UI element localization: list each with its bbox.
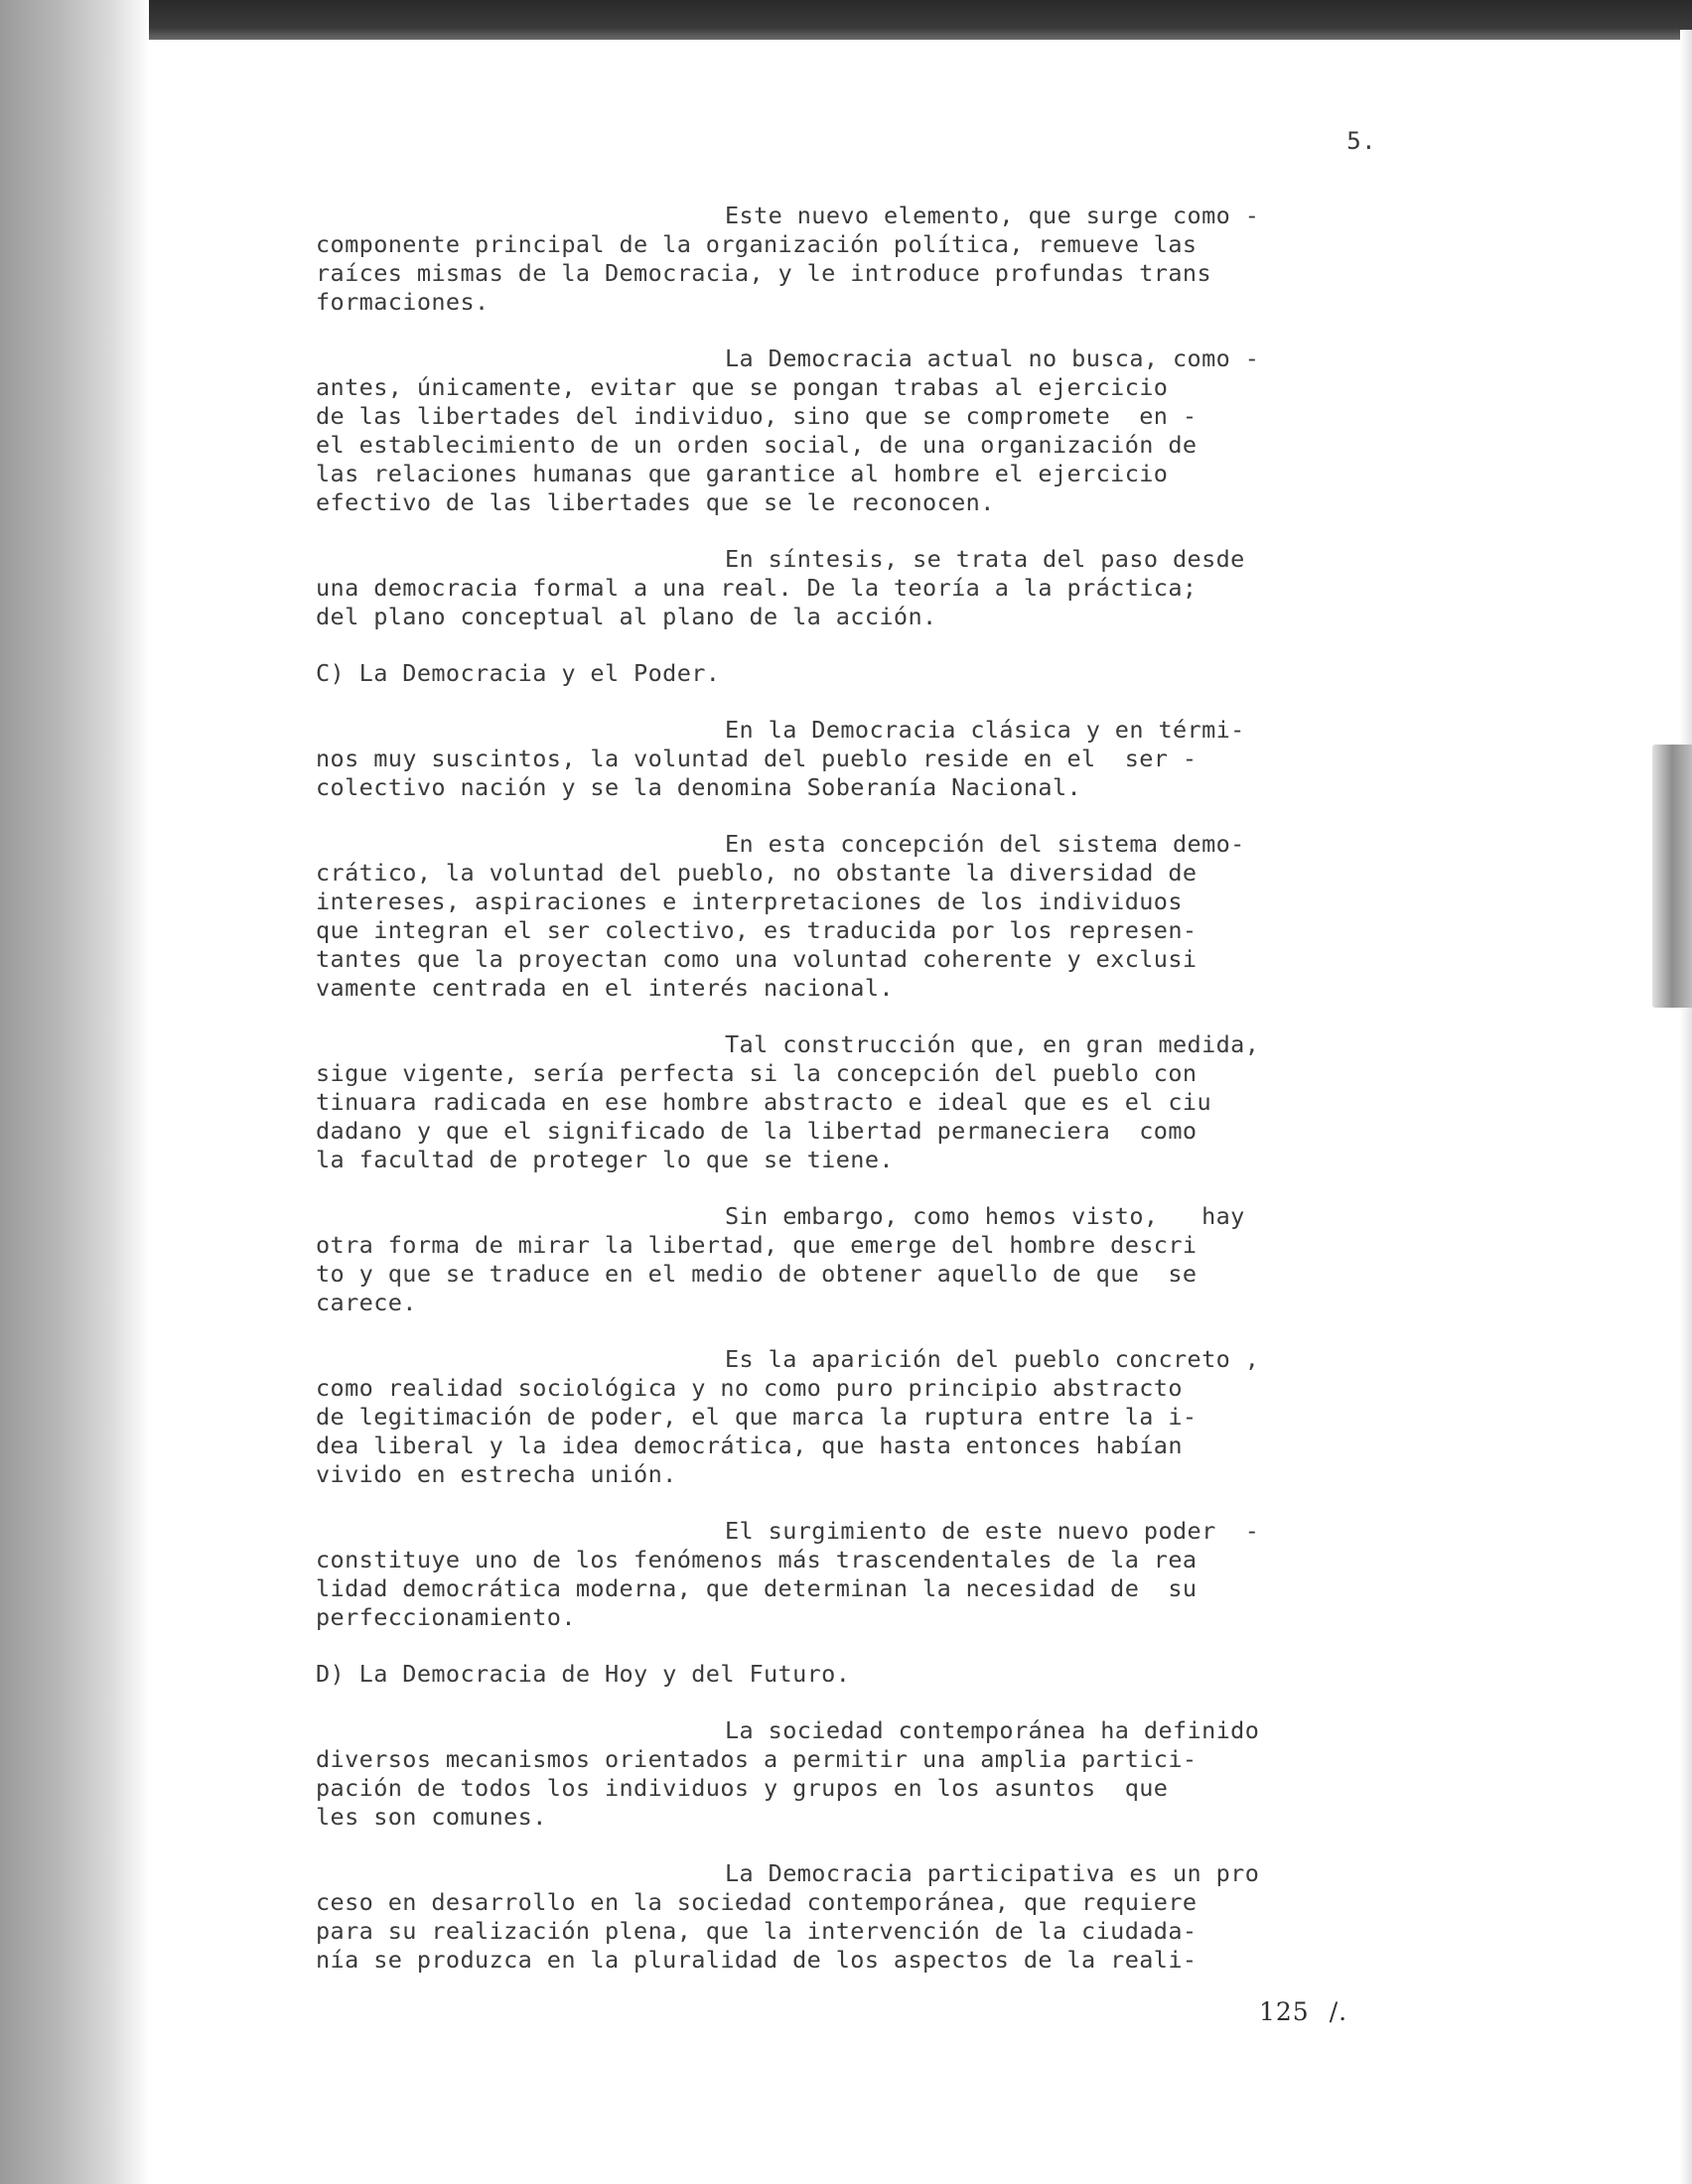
text-line: sigue vigente, sería perfecta si la concepción del pueblo con [316, 1059, 1198, 1087]
paragraph [316, 344, 1388, 517]
text-line: una democracia formal a una real. De la teoría a la práctica; [316, 574, 1198, 602]
scan-right-edge [1680, 30, 1692, 2184]
text-line: to y que se traduce en el medio de obtener aquello de que se [316, 1260, 1198, 1288]
page-footer [1259, 1997, 1347, 2026]
text-line: crático, la voluntad del pueblo, no obstante la diversidad de [316, 859, 1198, 887]
text-line: el establecimiento de un orden social, de una organización de [316, 431, 1198, 459]
text-line: Este nuevo elemento, que surge como - [725, 202, 1260, 229]
document-page [316, 127, 1388, 2002]
text-line: dea liberal y la idea democrática, que hasta entonces habían [316, 1432, 1183, 1459]
text-line: Es la aparición del pueblo concreto , [725, 1345, 1260, 1373]
text-line: Sin embargo, como hemos visto, hay [725, 1202, 1245, 1230]
paragraph [316, 202, 1388, 317]
paragraph [316, 830, 1388, 1003]
text-line: carece. [316, 1289, 417, 1316]
paragraph [316, 1517, 1388, 1632]
text-line: para su realización plena, que la intervención de la ciudada- [316, 1917, 1198, 1945]
text-line: La Democracia actual no busca, como - [725, 344, 1260, 372]
text-line: formaciones. [316, 288, 490, 316]
text-line: nos muy suscintos, la voluntad del pueblo reside en el ser - [316, 745, 1198, 772]
text-line: En síntesis, se trata del paso desde [725, 545, 1245, 573]
text-line: raíces mismas de la Democracia, y le introduce profundas trans [316, 259, 1211, 287]
text-line: otra forma de mirar la libertad, que emerge del hombre descri [316, 1231, 1198, 1259]
footer-page-number: 125 [1259, 1997, 1310, 2026]
paragraph [316, 545, 1388, 631]
text-line: ceso en desarrollo en la sociedad contemporánea, que requiere [316, 1888, 1198, 1916]
text-line: En la Democracia clásica y en térmi- [725, 716, 1245, 744]
text-line: dadano y que el significado de la libertad permaneciera como [316, 1117, 1198, 1145]
paragraph [316, 1345, 1388, 1489]
text-line: En esta concepción del sistema demo- [725, 830, 1245, 858]
scan-binding-shadow [0, 0, 149, 2184]
text-line: antes, únicamente, evitar que se pongan trabas al ejercicio [316, 373, 1169, 401]
text-line: efectivo de las libertades que se le reconocen. [316, 488, 995, 516]
text-line: tinuara radicada en ese hombre abstracto e ideal que es el ciu [316, 1088, 1211, 1116]
text-line: las relaciones humanas que garantice al hombre el ejercicio [316, 460, 1169, 487]
text-line: tantes que la proyectan como una voluntad coherente y exclusi [316, 945, 1198, 973]
page-number: 5. [1346, 127, 1376, 155]
text-line: les son comunes. [316, 1803, 547, 1831]
text-line: El surgimiento de este nuevo poder - [725, 1517, 1260, 1545]
text-line: vivido en estrecha unión. [316, 1460, 677, 1488]
text-line: La Democracia participativa es un pro [725, 1859, 1260, 1887]
text-line: de legitimación de poder, el que marca la ruptura entre la i- [316, 1403, 1198, 1431]
continuation-mark: /. [1329, 1997, 1348, 2026]
text-line: colectivo nación y se la denomina Soberanía Nacional. [316, 773, 1082, 801]
text-line: pación de todos los individuos y grupos en los asuntos que [316, 1774, 1169, 1802]
text-line: diversos mecanismos orientados a permitir una amplia partici- [316, 1745, 1198, 1773]
paragraph [316, 716, 1388, 802]
section-heading: D) La Democracia de Hoy y del Futuro. [316, 1660, 851, 1688]
text-line: como realidad sociológica y no como puro principio abstracto [316, 1374, 1183, 1402]
paragraph [316, 1202, 1388, 1317]
text-line: perfeccionamiento. [316, 1603, 576, 1631]
paragraph [316, 1716, 1388, 1832]
scan-page-tab [1652, 745, 1692, 1008]
text-line: del plano conceptual al plano de la acción. [316, 603, 937, 630]
text-line: componente principal de la organización política, remueve las [316, 230, 1198, 258]
text-line: nía se produzca en la pluralidad de los aspectos de la reali- [316, 1946, 1198, 1974]
scan-top-border [0, 0, 1692, 40]
text-line: vamente centrada en el interés nacional. [316, 974, 894, 1002]
section-heading: C) La Democracia y el Poder. [316, 659, 721, 687]
text-line: intereses, aspiraciones e interpretaciones de los individuos [316, 887, 1183, 915]
text-line: la facultad de proteger lo que se tiene. [316, 1146, 894, 1173]
text-line: Tal construcción que, en gran medida, [725, 1030, 1260, 1058]
text-line: de las libertades del individuo, sino que se compromete en - [316, 402, 1198, 430]
text-line: que integran el ser colectivo, es traducida por los represen- [316, 916, 1198, 944]
paragraph [316, 1030, 1388, 1174]
text-line: La sociedad contemporánea ha definido [725, 1716, 1260, 1744]
document-body [316, 202, 1388, 1975]
text-line: lidad democrática moderna, que determinan la necesidad de su [316, 1574, 1198, 1602]
paragraph [316, 1859, 1388, 1975]
text-line: constituye uno de los fenómenos más trascendentales de la rea [316, 1546, 1198, 1573]
